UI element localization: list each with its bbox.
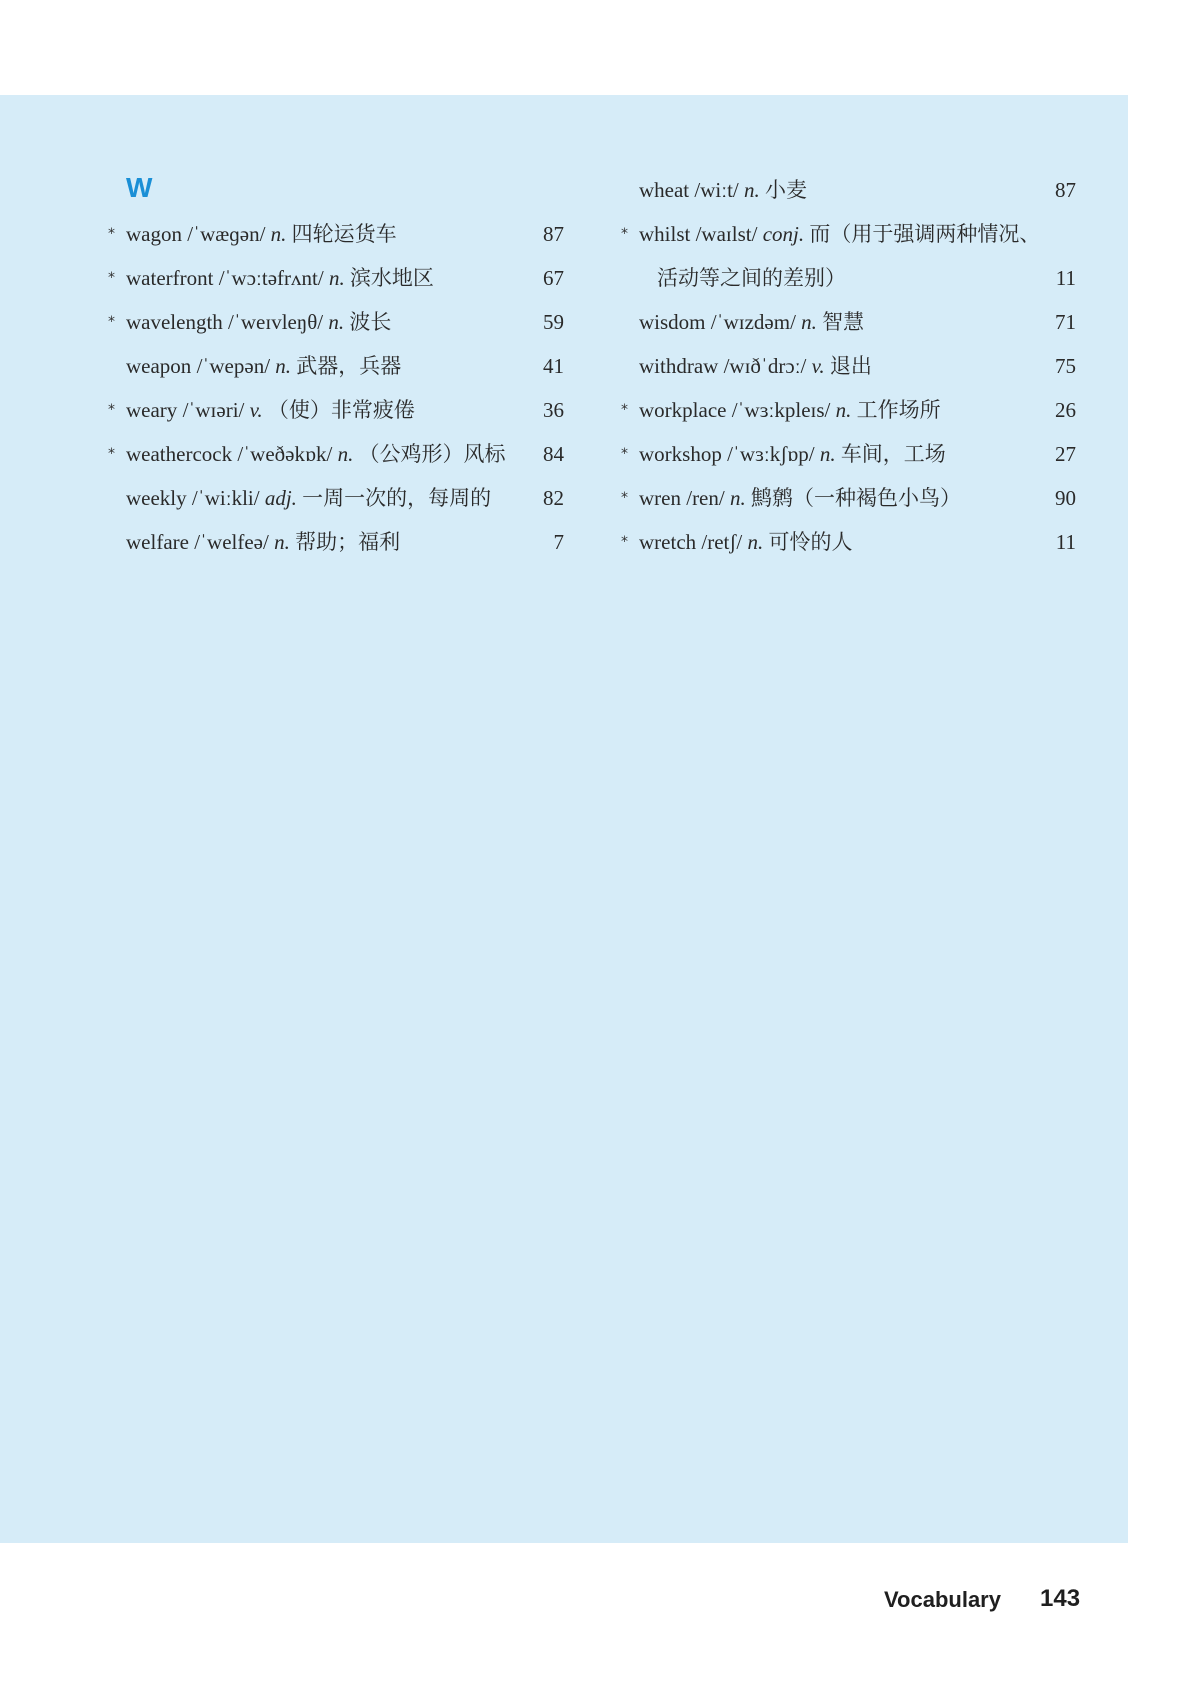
star-marker: * <box>621 226 628 242</box>
star-marker: * <box>621 534 628 550</box>
entry-ipa: /ren/ <box>686 486 725 510</box>
vocabulary-entry <box>108 300 564 344</box>
entry-ipa: /ˈwɔːtəfrʌnt/ <box>218 266 324 290</box>
entry-part-of-speech: n. <box>819 442 836 466</box>
entry-ipa: /ˈweðəkɒk/ <box>237 442 333 466</box>
entry-word: welfare <box>126 530 189 554</box>
entry-word: workshop <box>639 442 722 466</box>
entry-part-of-speech: n. <box>337 442 354 466</box>
star-marker: * <box>108 270 115 286</box>
entry-part-of-speech: n. <box>801 310 817 334</box>
entry-text <box>126 520 400 564</box>
entry-page-number: 11 <box>1055 266 1076 290</box>
entry-part-of-speech: v. <box>249 398 263 422</box>
entry-word: weary <box>126 398 178 422</box>
entry-meaning: （使）非常疲倦 <box>267 398 415 422</box>
entry-text <box>126 256 434 300</box>
entry-part-of-speech: n. <box>835 398 852 422</box>
entry-text <box>126 300 391 344</box>
entry-text <box>126 344 401 388</box>
vocabulary-column-left <box>108 212 564 564</box>
entry-text <box>639 520 852 564</box>
entry-page-number: 41 <box>543 354 564 378</box>
entry-ipa: /ˈwiːkli/ <box>191 486 260 510</box>
vocabulary-entry <box>621 300 1076 344</box>
entry-word: withdraw <box>639 354 719 378</box>
section-letter: W <box>126 172 153 203</box>
entry-part-of-speech: n. <box>328 266 345 290</box>
entry-part-of-speech: n. <box>275 354 292 378</box>
star-marker: * <box>621 490 628 506</box>
entry-meaning: 退出 <box>829 354 872 378</box>
entry-page-number: 27 <box>1055 442 1076 466</box>
entry-text <box>126 388 415 432</box>
entry-meaning: 可怜的人 <box>768 530 853 554</box>
entry-ipa: /ˈweɪvleŋθ/ <box>228 310 324 334</box>
star-marker: * <box>108 446 115 462</box>
entry-word: whilst <box>639 222 691 246</box>
entry-meaning: 智慧 <box>822 310 865 334</box>
entry-meaning-continuation: 活动等之间的差别） <box>657 266 846 290</box>
entry-part-of-speech: n. <box>744 178 760 202</box>
entry-word: weekly <box>126 486 187 510</box>
star-marker: * <box>621 446 628 462</box>
entry-text <box>126 212 397 256</box>
entry-meaning: 而（用于强调两种情况、 <box>809 222 1041 246</box>
entry-text <box>639 432 946 476</box>
entry-ipa: /ˈwɜːkpleɪs/ <box>731 398 831 422</box>
entry-page-number: 87 <box>543 222 564 246</box>
entry-ipa: /wɪðˈdrɔː/ <box>723 354 807 378</box>
entry-part-of-speech: n. <box>328 310 345 334</box>
vocabulary-entry <box>108 432 564 476</box>
footer-label: Vocabulary <box>884 1587 1001 1612</box>
entry-part-of-speech: v. <box>811 354 825 378</box>
entry-word: wagon <box>126 222 182 246</box>
entry-meaning: 四轮运货车 <box>291 222 397 246</box>
entry-part-of-speech: n. <box>270 222 287 246</box>
entry-meaning: 一周一次的，每周的 <box>302 486 492 510</box>
vocabulary-entry <box>108 344 564 388</box>
entry-meaning: 滨水地区 <box>349 266 434 290</box>
entry-ipa: /wiːt/ <box>694 178 739 202</box>
entry-page-number: 11 <box>1055 530 1076 554</box>
entry-word: wavelength <box>126 310 223 334</box>
entry-meaning: 帮助；福利 <box>295 530 401 554</box>
entry-ipa: /ˈwɪzdəm/ <box>710 310 796 334</box>
vocabulary-entry <box>621 476 1076 520</box>
vocabulary-entry <box>621 256 1076 300</box>
entry-meaning: 车间，工场 <box>840 442 946 466</box>
vocabulary-entry <box>108 256 564 300</box>
entry-text <box>639 476 961 520</box>
entry-meaning: 鹪鹩（一种褐色小鸟） <box>750 486 961 510</box>
entry-word: wisdom <box>639 310 706 334</box>
vocabulary-entry <box>621 344 1076 388</box>
entry-word: weathercock <box>126 442 233 466</box>
vocabulary-entry <box>621 212 1076 256</box>
star-marker: * <box>621 402 628 418</box>
entry-text <box>639 212 1040 256</box>
vocabulary-column-right <box>621 168 1076 564</box>
entry-text <box>126 432 506 476</box>
star-marker: * <box>108 226 115 242</box>
entry-page-number: 84 <box>543 442 564 466</box>
entry-word: waterfront <box>126 266 214 290</box>
entry-page-number: 82 <box>543 486 564 510</box>
vocabulary-entry <box>621 168 1076 212</box>
entry-ipa: /ˈwepən/ <box>196 354 271 378</box>
entry-text <box>639 300 864 344</box>
entry-text <box>126 476 491 520</box>
vocabulary-entry <box>621 432 1076 476</box>
entry-word: weapon <box>126 354 192 378</box>
entry-ipa: /retʃ/ <box>701 530 743 554</box>
entry-page-number: 26 <box>1055 398 1076 422</box>
star-marker: * <box>108 402 115 418</box>
entry-meaning: 工作场所 <box>856 398 941 422</box>
entry-part-of-speech: n. <box>274 530 290 554</box>
entry-word: workplace <box>639 398 727 422</box>
entry-meaning: 波长 <box>349 310 392 334</box>
entry-page-number: 7 <box>553 530 564 554</box>
entry-text <box>639 168 807 212</box>
entry-ipa: /ˈwæɡən/ <box>187 222 266 246</box>
entry-meaning: （公鸡形）风标 <box>358 442 506 466</box>
entry-part-of-speech: n. <box>729 486 746 510</box>
entry-ipa: /ˈwɜːkʃɒp/ <box>727 442 815 466</box>
vocabulary-entry <box>108 520 564 564</box>
entry-word: wheat <box>639 178 690 202</box>
entry-part-of-speech: n. <box>747 530 764 554</box>
vocabulary-entry <box>108 212 564 256</box>
entry-ipa: /waɪlst/ <box>695 222 758 246</box>
entry-ipa: /ˈwɪəri/ <box>182 398 245 422</box>
entry-page-number: 75 <box>1055 354 1076 378</box>
entry-text <box>639 388 941 432</box>
entry-meaning: 武器，兵器 <box>296 354 402 378</box>
entry-text <box>639 344 872 388</box>
entry-page-number: 71 <box>1055 310 1076 334</box>
page-number: 143 <box>1040 1585 1081 1612</box>
vocabulary-entry <box>108 388 564 432</box>
star-marker: * <box>108 314 115 330</box>
entry-ipa: /ˈwelfeə/ <box>194 530 269 554</box>
vocabulary-entry <box>621 520 1076 564</box>
entry-part-of-speech: conj. <box>762 222 805 246</box>
entry-page-number: 90 <box>1055 486 1076 510</box>
entry-page-number: 67 <box>543 266 564 290</box>
entry-page-number: 59 <box>543 310 564 334</box>
entry-part-of-speech: adj. <box>264 486 297 510</box>
entry-word: wretch <box>639 530 697 554</box>
entry-page-number: 36 <box>543 398 564 422</box>
vocabulary-entry <box>108 476 564 520</box>
entry-meaning: 小麦 <box>765 178 807 202</box>
entry-page-number: 87 <box>1055 178 1076 202</box>
entry-word: wren <box>639 486 681 510</box>
vocabulary-entry <box>621 388 1076 432</box>
